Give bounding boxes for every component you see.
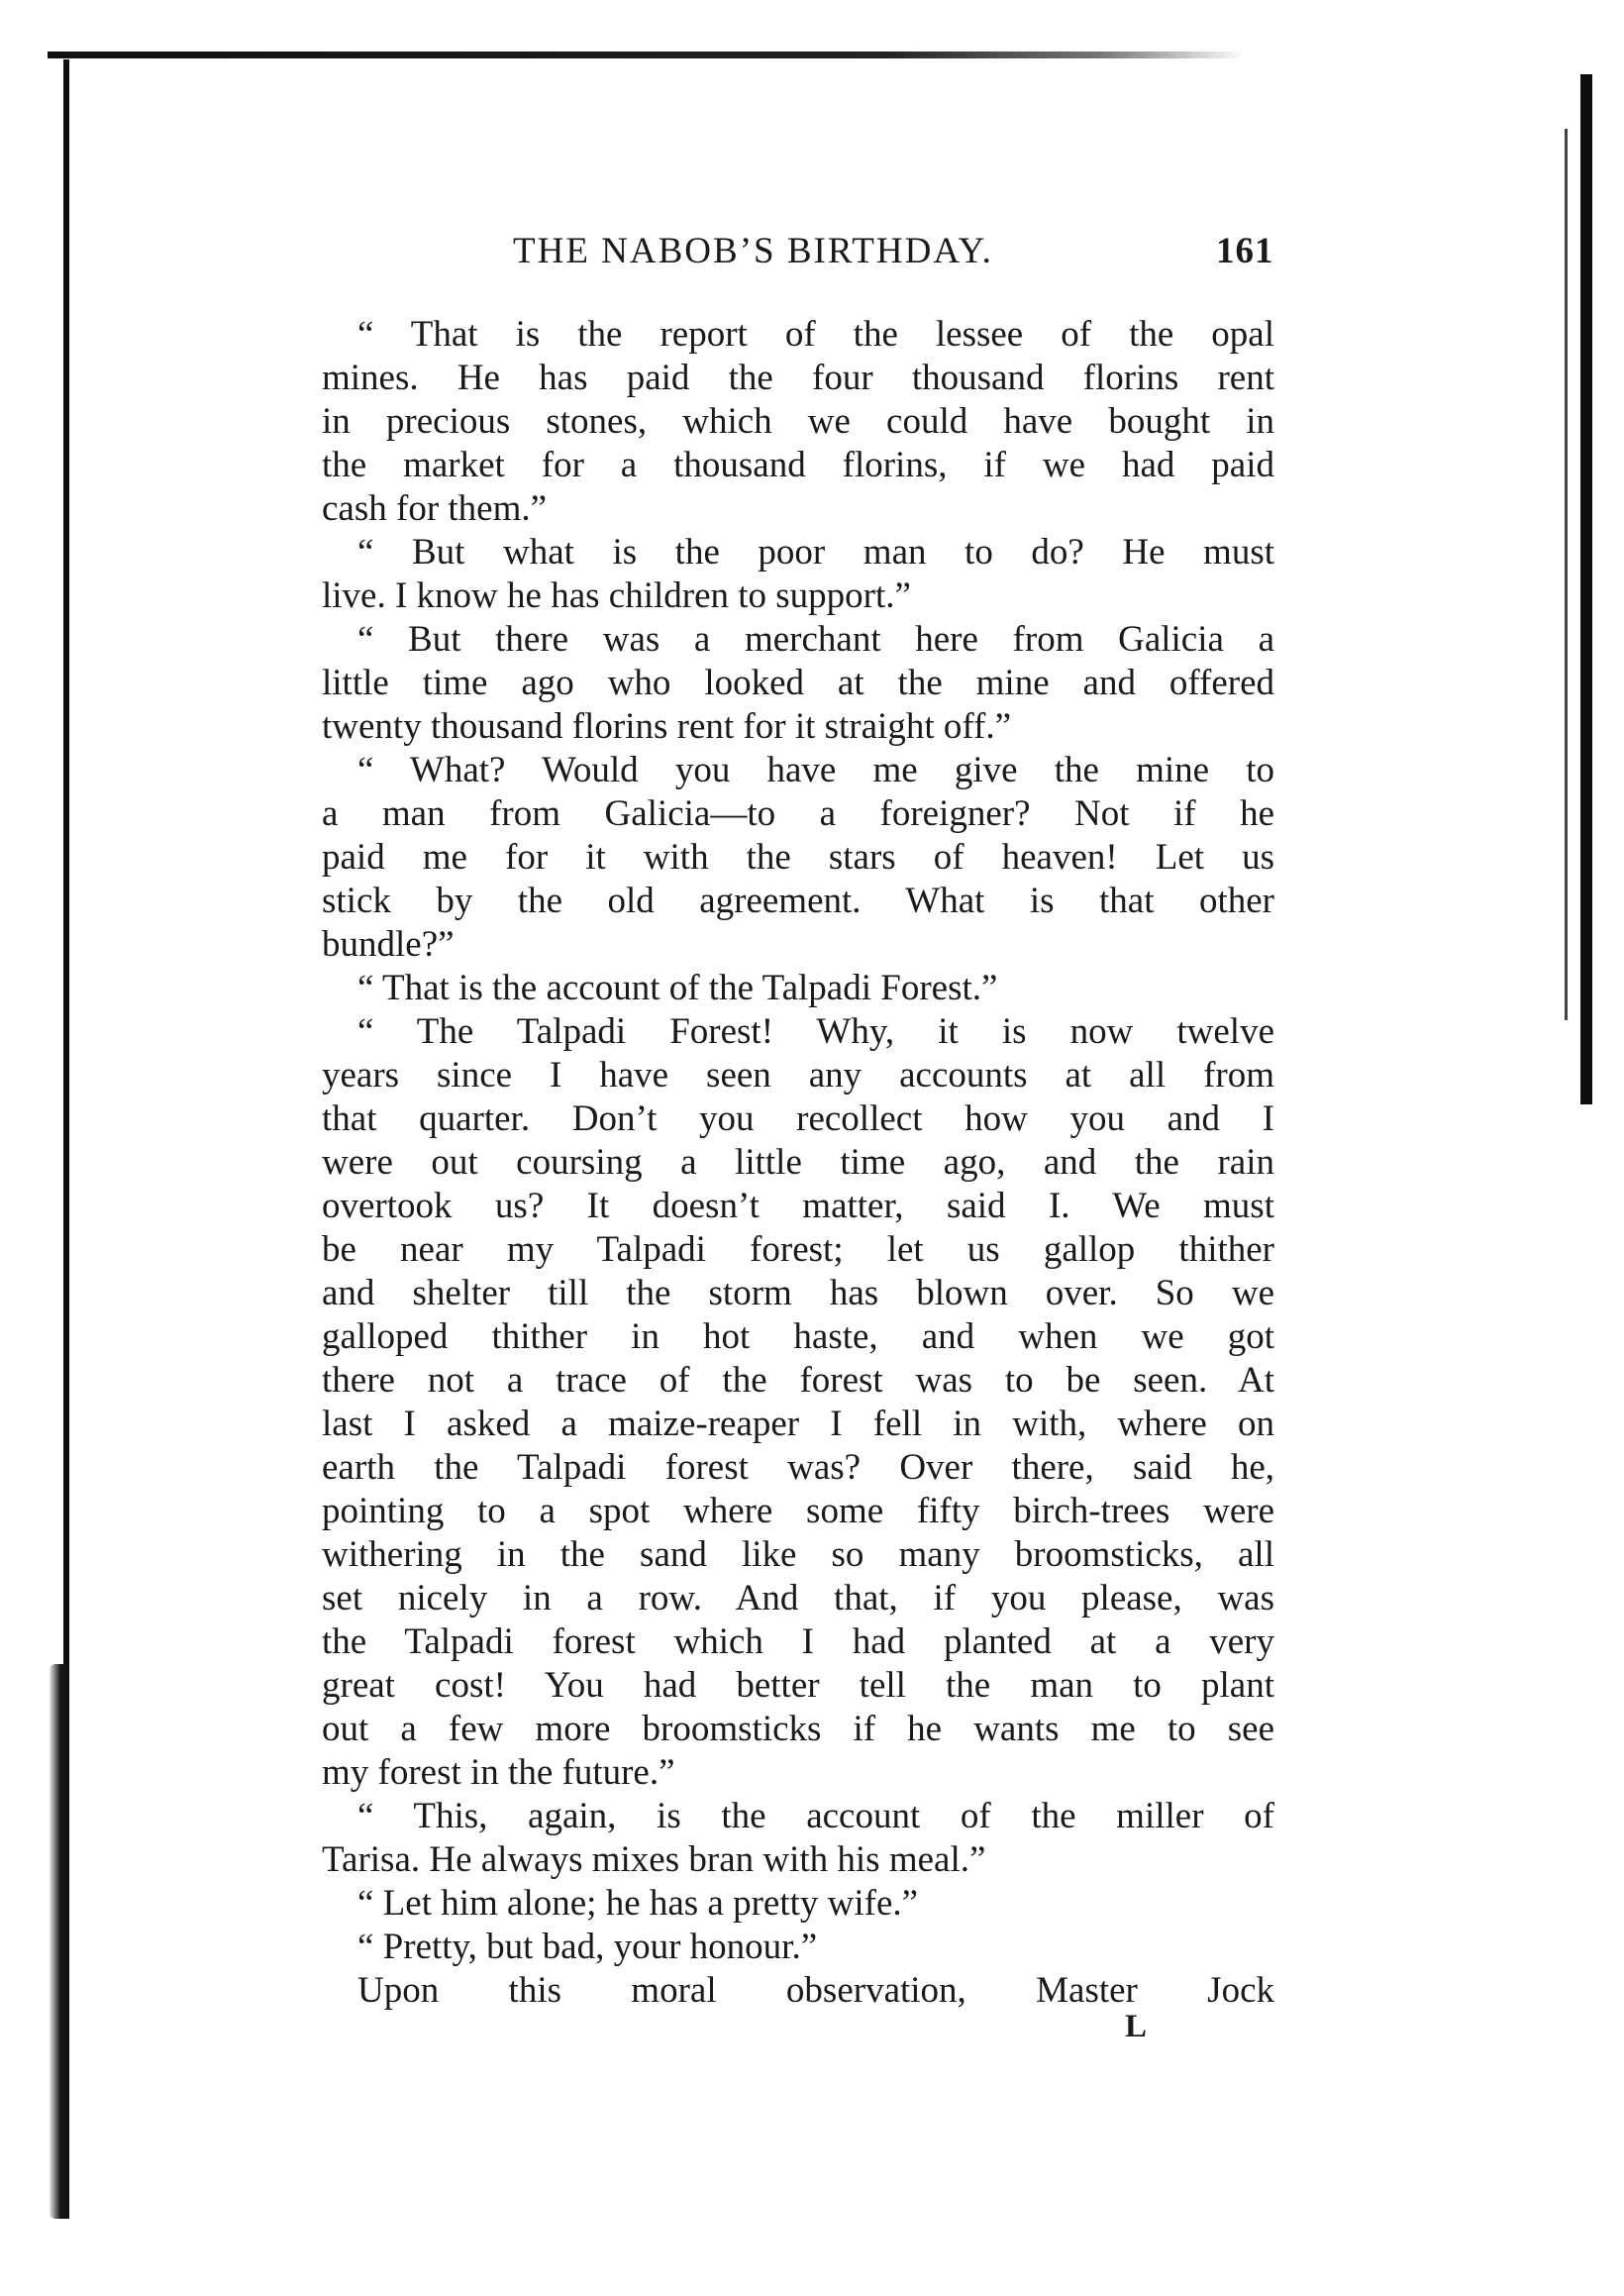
text-line: “ That is the account of the Talpadi Forest.” xyxy=(357,968,998,1008)
text-line: out a few more broomsticks if he wants me to see xyxy=(322,1709,1274,1749)
text-line: “ Pretty, but bad, your honour.” xyxy=(357,1927,818,1967)
running-title: THE NABOB’S BIRTHDAY. xyxy=(513,231,993,271)
page-body xyxy=(322,313,1274,2013)
text-line: “ But what is the poor man to do? He must xyxy=(357,532,1274,573)
text-line: bundle?” xyxy=(322,924,455,965)
text-line: overtook us? It doesn’t matter, said I. We must xyxy=(322,1186,1274,1226)
text-line: last I asked a maize-reaper I fell in with, where on xyxy=(322,1404,1274,1444)
text-line: “ That is the report of the lessee of the opal xyxy=(357,314,1274,355)
text-line: earth the Talpadi forest was? Over there, said he, xyxy=(322,1447,1274,1488)
signature-mark: L xyxy=(1125,2009,1148,2044)
text-line: pointing to a spot where some fifty birch-trees were xyxy=(322,1491,1274,1531)
text-line: the market for a thousand florins, if we had paid xyxy=(322,445,1274,485)
text-line: mines. He has paid the four thousand florins rent xyxy=(322,358,1274,398)
text-line: “ What? Would you have me give the mine to xyxy=(357,750,1274,790)
text-line: Tarisa. He always mixes bran with his meal.” xyxy=(322,1839,986,1880)
right-scan-line xyxy=(1565,129,1568,1020)
text-line: the Talpadi forest which I had planted at a very xyxy=(322,1621,1274,1662)
top-scan-rule xyxy=(48,52,1246,58)
text-line: paid me for it with the stars of heaven! Let us xyxy=(322,837,1274,878)
text-line: Upon this moral observation, Master Jock xyxy=(357,1970,1274,2011)
text-line: my forest in the future.” xyxy=(322,1752,675,1793)
text-line: great cost! You had better tell the man to plant xyxy=(322,1665,1274,1706)
text-line: a man from Galicia—to a foreigner? Not if he xyxy=(322,793,1274,834)
text-line: little time ago who looked at the mine and offered xyxy=(322,663,1274,703)
text-line: “ But there was a merchant here from Galicia a xyxy=(357,619,1274,660)
text-line: in precious stones, which we could have bought in xyxy=(322,401,1274,442)
text-line: were out coursing a little time ago, and the rain xyxy=(322,1142,1274,1183)
text-line: withering in the sand like so many broomsticks, all xyxy=(322,1534,1274,1575)
text-line: live. I know he has children to support.” xyxy=(322,575,911,616)
text-line: “ This, again, is the account of the miller of xyxy=(357,1796,1274,1836)
text-line: “ The Talpadi Forest! Why, it is now twelve xyxy=(357,1011,1274,1052)
text-line: stick by the old agreement. What is that other xyxy=(322,881,1274,921)
right-scan-edge xyxy=(1580,74,1592,1104)
text-line: be near my Talpadi forest; let us gallop thither xyxy=(322,1229,1274,1270)
text-line: galloped thither in hot haste, and when we got xyxy=(322,1316,1274,1357)
text-line: that quarter. Don’t you recollect how you and I xyxy=(322,1098,1274,1139)
page-number: 161 xyxy=(1216,231,1274,271)
left-scan-shadow xyxy=(50,1664,67,2219)
text-line: twenty thousand florins rent for it straight off.” xyxy=(322,706,1012,747)
text-line: and shelter till the storm has blown over. So we xyxy=(322,1273,1274,1313)
text-line: years since I have seen any accounts at all from xyxy=(322,1055,1274,1096)
text-line: there not a trace of the forest was to be seen. At xyxy=(322,1360,1274,1401)
text-line: cash for them.” xyxy=(322,488,548,529)
text-line: set nicely in a row. And that, if you please, was xyxy=(322,1578,1274,1618)
text-line: “ Let him alone; he has a pretty wife.” xyxy=(357,1883,919,1924)
